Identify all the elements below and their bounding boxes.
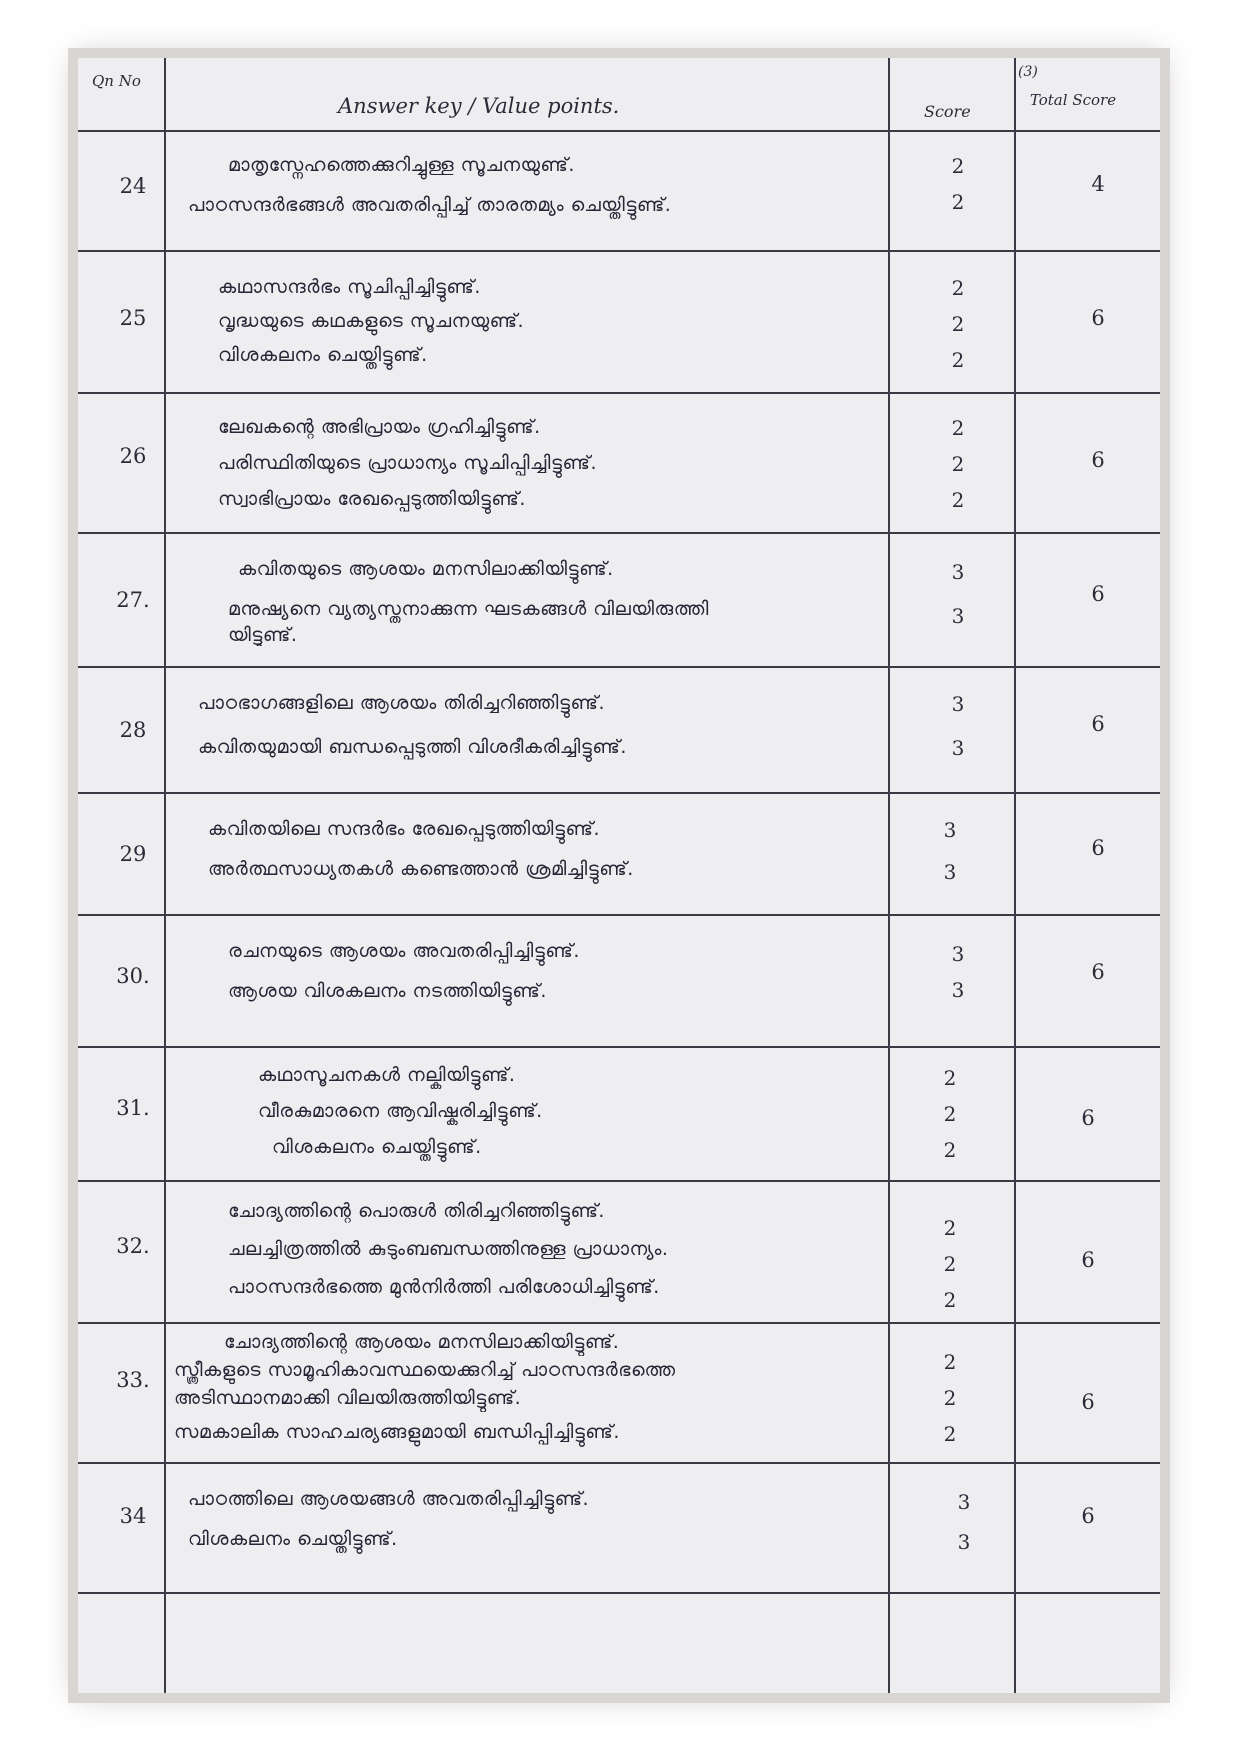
question-number: 30. — [116, 964, 150, 988]
value-point: വിശകലനം ചെയ്തിട്ടുണ്ട്. — [272, 1136, 482, 1158]
score-value: 2 — [951, 416, 965, 440]
score-value: 3 — [951, 560, 965, 584]
score-value: 2 — [951, 348, 965, 372]
table-row — [78, 914, 1160, 1046]
question-number: 25 — [119, 306, 147, 330]
score-value: 3 — [951, 692, 965, 716]
total-score: 6 — [1091, 582, 1105, 606]
score-value: 3 — [957, 1530, 971, 1554]
value-points — [258, 1060, 1038, 1162]
score-value: 2 — [951, 312, 965, 336]
value-point: പാഠസന്ദർഭങ്ങൾ അവതരിപ്പിച്ച് താരതമ്യം ചെയ്തിട്ടുണ്ട്. — [188, 194, 672, 216]
score-list — [938, 270, 978, 378]
value-point: ലേഖകന്റെ അഭിപ്രായം ഗ്രഹിച്ചിട്ടുണ്ട്. — [218, 416, 541, 438]
value-points — [228, 936, 1008, 1006]
value-point: വീരകുമാരനെ ആവിഷ്കരിച്ചിട്ടുണ്ട്. — [258, 1100, 543, 1122]
value-point: സ്ത്രീകളുടെ സാമൂഹികാവസ്ഥയെക്കുറിച്ച് പാഠസന്ദർഭത്തെ — [174, 1359, 676, 1381]
value-point: മാതൃസ്നേഹത്തെക്കുറിച്ചുള്ള സൂചനയുണ്ട്. — [228, 154, 575, 176]
value-point: കവിതയിലെ സന്ദർഭം രേഖപ്പെടുത്തിയിട്ടുണ്ട്. — [208, 818, 601, 840]
table-row — [78, 792, 1160, 914]
value-point: കവിതയുമായി ബന്ധപ്പെടുത്തി വിശദീകരിച്ചിട്ടുണ്ട്. — [198, 736, 627, 758]
value-point: അർത്ഥസാധ്യതകൾ കണ്ടെത്താൻ ശ്രമിച്ചിട്ടുണ്ട്. — [208, 858, 634, 880]
score-value: 2 — [951, 276, 965, 300]
value-point: കഥാസൂചനകൾ നല്കിയിട്ടുണ്ട്. — [258, 1064, 516, 1086]
value-point: രചനയുടെ ആശയം അവതരിപ്പിച്ചിട്ടുണ്ട്. — [228, 940, 580, 962]
score-value: 3 — [943, 860, 957, 884]
value-point: ചലച്ചിത്രത്തിൽ കുടുംബബന്ധത്തിനുള്ള പ്രാധാന്യം. — [228, 1238, 669, 1260]
value-points — [208, 814, 988, 884]
score-value: 3 — [951, 942, 965, 966]
score-value: 3 — [951, 736, 965, 760]
value-point: പാഠസന്ദർഭത്തെ മുൻനിർത്തി പരിശോധിച്ചിട്ടുണ്ട്. — [228, 1276, 660, 1298]
question-number: 26 — [119, 444, 147, 468]
total-score: 6 — [1091, 306, 1105, 330]
value-point: കവിതയുടെ ആശയം മനസിലാക്കിയിട്ടുണ്ട്. — [238, 558, 614, 580]
value-point: യിട്ടുണ്ട്. — [228, 624, 298, 646]
total-score: 4 — [1091, 172, 1105, 196]
question-number: 31. — [116, 1096, 150, 1120]
score-list — [938, 410, 978, 518]
table-row — [78, 1046, 1160, 1180]
question-number: 24 — [119, 174, 147, 198]
score-value: 2 — [951, 488, 965, 512]
score-list — [930, 1210, 970, 1318]
score-value: 3 — [951, 978, 965, 1002]
score-list — [938, 936, 978, 1008]
value-points — [218, 412, 998, 514]
header-score: Score — [924, 102, 971, 121]
score-value: 2 — [943, 1138, 957, 1162]
table-row — [78, 532, 1160, 666]
value-point: പരിസ്ഥിതിയുടെ പ്രാധാന്യം സൂചിപ്പിച്ചിട്ടുണ്ട്. — [218, 452, 597, 474]
question-number: 28 — [119, 718, 147, 742]
table-row — [78, 130, 1160, 250]
total-score: 6 — [1091, 836, 1105, 860]
value-point: അടിസ്ഥാനമാക്കി വിലയിരുത്തിയിട്ടുണ്ട്. — [174, 1387, 522, 1409]
total-score: 6 — [1081, 1504, 1095, 1528]
table-row — [78, 666, 1160, 792]
value-point: വൃദ്ധയുടെ കഥകളുടെ സൂചനയുണ്ട്. — [218, 310, 525, 332]
score-list — [930, 1060, 970, 1168]
value-points — [228, 554, 1008, 646]
score-value: 2 — [943, 1066, 957, 1090]
value-point: സമകാലിക സാഹചര്യങ്ങളുമായി ബന്ധിപ്പിച്ചിട്ടുണ്ട്. — [174, 1421, 620, 1443]
total-score: 6 — [1081, 1390, 1095, 1414]
score-value: 2 — [951, 190, 965, 214]
value-point: ചോദ്യത്തിന്റെ പൊരുൾ തിരിച്ചറിഞ്ഞിട്ടുണ്ട്. — [228, 1200, 605, 1222]
answer-key-sheet — [78, 58, 1160, 1693]
question-number: 27. — [116, 588, 150, 612]
page-number: (3) — [1018, 64, 1038, 80]
score-value: 3 — [957, 1490, 971, 1514]
question-number: 29 — [119, 842, 147, 866]
value-points — [188, 1484, 968, 1554]
value-points — [188, 150, 968, 220]
value-points — [174, 1328, 954, 1448]
score-value: 2 — [943, 1422, 957, 1446]
score-value: 2 — [943, 1386, 957, 1410]
score-value: 3 — [943, 818, 957, 842]
score-list — [938, 686, 978, 766]
question-number: 33. — [116, 1368, 150, 1392]
total-score: 6 — [1091, 960, 1105, 984]
header-total-score: Total Score — [1029, 91, 1117, 109]
score-value: 2 — [943, 1216, 957, 1240]
question-number: 34 — [119, 1504, 147, 1528]
value-point: വിശകലനം ചെയ്തിട്ടുണ്ട്. — [218, 344, 428, 366]
value-points — [218, 272, 998, 370]
row-divider — [78, 1592, 1160, 1594]
value-point: കഥാസന്ദർഭം സൂചിപ്പിച്ചിട്ടുണ്ട്. — [218, 276, 481, 298]
table-row — [78, 392, 1160, 532]
score-value: 2 — [951, 452, 965, 476]
total-score: 6 — [1091, 448, 1105, 472]
value-point: പാഠഭാഗങ്ങളിലെ ആശയം തിരിച്ചറിഞ്ഞിട്ടുണ്ട്. — [198, 692, 605, 714]
value-point: പാഠത്തിലെ ആശയങ്ങൾ അവതരിപ്പിച്ചിട്ടുണ്ട്. — [188, 1488, 590, 1510]
question-number: 32. — [116, 1234, 150, 1258]
table-row — [78, 1180, 1160, 1322]
value-point: സ്വാഭിപ്രായം രേഖപ്പെടുത്തിയിട്ടുണ്ട്. — [218, 488, 526, 510]
total-score: 6 — [1091, 712, 1105, 736]
value-point: മനുഷ്യനെ വ്യത്യസ്തനാക്കുന്ന ഘടകങ്ങൾ വിലയിരുത്തി — [228, 598, 709, 620]
score-value: 2 — [943, 1252, 957, 1276]
value-points — [228, 1196, 1008, 1302]
score-value: 3 — [951, 604, 965, 628]
total-score: 6 — [1081, 1248, 1095, 1272]
score-list — [930, 812, 970, 890]
score-value: 2 — [951, 154, 965, 178]
table-row — [78, 1322, 1160, 1462]
score-list — [938, 148, 978, 220]
score-list — [938, 554, 978, 634]
value-point: വിശകലനം ചെയ്തിട്ടുണ്ട്. — [188, 1528, 398, 1550]
score-value: 2 — [943, 1350, 957, 1374]
score-value: 2 — [943, 1102, 957, 1126]
header-qno: Qn No — [92, 72, 141, 90]
table-row — [78, 250, 1160, 392]
score-list — [930, 1344, 970, 1452]
score-list — [944, 1484, 984, 1560]
score-value: 2 — [943, 1288, 957, 1312]
table-row — [78, 1462, 1160, 1592]
total-score: 6 — [1081, 1106, 1095, 1130]
value-points — [198, 688, 978, 762]
value-point: ആശയ വിശകലനം നടത്തിയിട്ടുണ്ട്. — [228, 980, 547, 1002]
value-point: ചോദ്യത്തിന്റെ ആശയം മനസിലാക്കിയിട്ടുണ്ട്. — [224, 1331, 620, 1353]
header-answer-key: Answer key / Value points. — [338, 94, 620, 118]
